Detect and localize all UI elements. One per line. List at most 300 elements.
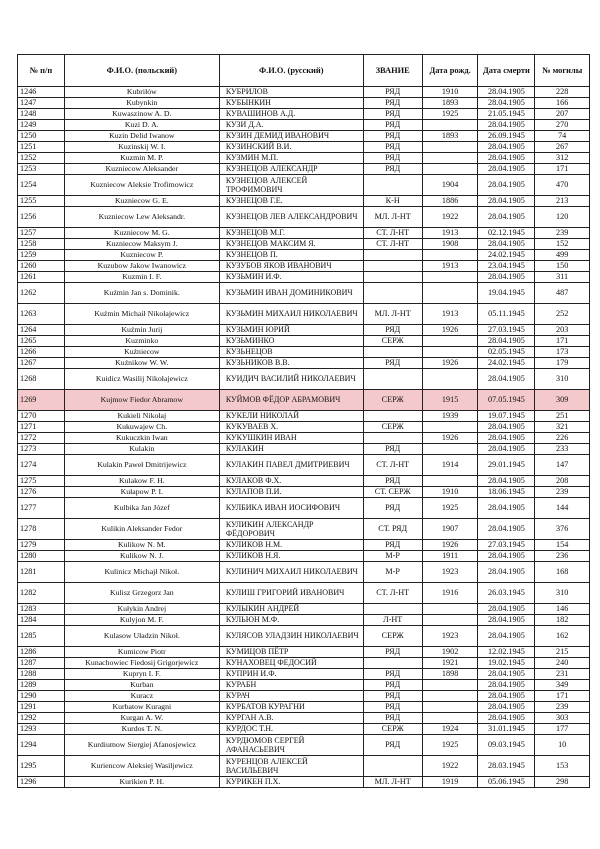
birth-year-cell: 1924 (422, 724, 478, 735)
name-russian-cell: КУБРИЛОВ (219, 87, 363, 98)
header-rank: ЗВАНИЕ (363, 55, 422, 87)
name-polish-cell: Kuzniecow Maksym J. (64, 239, 219, 250)
name-polish-cell: Kuzniecow Lew Aleksandr. (64, 207, 219, 228)
death-date-cell: 07.05.1945 (478, 390, 535, 411)
table-row (18, 756, 590, 777)
rank-cell (363, 369, 422, 390)
birth-year-cell: 1939 (422, 411, 478, 422)
name-russian-cell: КУРГАН А.В. (219, 713, 363, 724)
death-date-cell: 21.05.1945 (478, 109, 535, 120)
grave-number-cell: 252 (535, 304, 590, 325)
birth-year-cell (422, 142, 478, 153)
birth-year-cell: 1925 (422, 109, 478, 120)
death-date-cell: 28.04.1905 (478, 272, 535, 283)
birth-year-cell: 1907 (422, 519, 478, 540)
death-date-cell: 28.04.1905 (478, 680, 535, 691)
name-russian-cell: КУЗИН ДЕМИД ИВАНОВИЧ (219, 131, 363, 142)
rank-cell (363, 261, 422, 272)
row-number-cell: 1279 (18, 540, 65, 551)
grave-number-cell: 310 (535, 369, 590, 390)
row-number-cell: 1287 (18, 658, 65, 669)
name-polish-cell: Kulakow F. H. (64, 476, 219, 487)
rank-cell: МЛ. Л-НТ (363, 777, 422, 788)
row-number-cell: 1292 (18, 713, 65, 724)
birth-year-cell: 1913 (422, 261, 478, 272)
rank-cell: СЕРЖ (363, 422, 422, 433)
name-polish-cell: Kuzin Delid Iwanow (64, 131, 219, 142)
grave-number-cell: 228 (535, 87, 590, 98)
rank-cell: СТ. РЯД (363, 519, 422, 540)
name-russian-cell: КУЛЯСОВ УЛАДЗИН НИКОЛАЕВИЧ (219, 626, 363, 647)
death-date-cell: 28.04.1905 (478, 239, 535, 250)
row-number-cell: 1296 (18, 777, 65, 788)
name-polish-cell: Kulikow N. M. (64, 540, 219, 551)
rank-cell (363, 658, 422, 669)
row-number-cell: 1284 (18, 615, 65, 626)
birth-year-cell: 1902 (422, 647, 478, 658)
name-russian-cell: КУВАШИНОВ А.Д. (219, 109, 363, 120)
birth-year-cell: 1923 (422, 562, 478, 583)
birth-year-cell (422, 702, 478, 713)
name-russian-cell: КУРАЧ (219, 691, 363, 702)
name-polish-cell: Kulikow N. J. (64, 551, 219, 562)
name-russian-cell: КУЗЬМИН МИХАИЛ НИКОЛАЕВИЧ (219, 304, 363, 325)
header-number: № п/п (18, 55, 65, 87)
name-polish-cell: Kukuczkin Iwan (64, 433, 219, 444)
rank-cell: СТ. СЕРЖ (363, 487, 422, 498)
name-polish-cell: Kuzmin I. F. (64, 272, 219, 283)
table-row (18, 562, 590, 583)
grave-number-cell: 303 (535, 713, 590, 724)
grave-number-cell: 267 (535, 142, 590, 153)
table-row (18, 347, 590, 358)
table-row (18, 142, 590, 153)
table-row (18, 583, 590, 604)
grave-number-cell: 177 (535, 724, 590, 735)
table-row (18, 551, 590, 562)
name-russian-cell: КУБЫНКИН (219, 98, 363, 109)
death-date-cell: 02.12.1945 (478, 228, 535, 239)
name-polish-cell: Kulakin Paweł Dmitrijewicz (64, 455, 219, 476)
name-russian-cell: КУИДИЧ ВАСИЛИЙ НИКОЛАЕВИЧ (219, 369, 363, 390)
row-number-cell: 1272 (18, 433, 65, 444)
rank-cell: РЯД (363, 153, 422, 164)
rank-cell: РЯД (363, 476, 422, 487)
name-polish-cell: Kurdos T. N. (64, 724, 219, 735)
row-number-cell: 1273 (18, 444, 65, 455)
death-date-cell: 19.07.1945 (478, 411, 535, 422)
rank-cell: СТ. Л-НТ (363, 455, 422, 476)
row-number-cell: 1278 (18, 519, 65, 540)
table-row (18, 261, 590, 272)
name-russian-cell: КУРАБН (219, 680, 363, 691)
birth-year-cell: 1926 (422, 325, 478, 336)
table-row (18, 724, 590, 735)
grave-number-cell: 154 (535, 540, 590, 551)
name-russian-cell: КУЛАКОВ Ф.Х. (219, 476, 363, 487)
table-row (18, 250, 590, 261)
name-polish-cell: Kunachowiec Fiedosij Grigorjewicz (64, 658, 219, 669)
birth-year-cell (422, 250, 478, 261)
name-polish-cell: Kuzniecow P. (64, 250, 219, 261)
table-row (18, 325, 590, 336)
table-row (18, 735, 590, 756)
table-row (18, 239, 590, 250)
row-number-cell: 1257 (18, 228, 65, 239)
row-number-cell: 1291 (18, 702, 65, 713)
row-number-cell: 1256 (18, 207, 65, 228)
birth-year-cell: 1911 (422, 551, 478, 562)
table-row (18, 691, 590, 702)
name-polish-cell: Kuźmin Michaił Nikołajewicz (64, 304, 219, 325)
grave-number-cell: 171 (535, 164, 590, 175)
death-date-cell: 28.04.1905 (478, 433, 535, 444)
birth-year-cell: 1926 (422, 433, 478, 444)
name-polish-cell: Kuriencow Aleksiej Wasiljewicz (64, 756, 219, 777)
rank-cell: СЕРЖ (363, 336, 422, 347)
table-row (18, 713, 590, 724)
row-number-cell: 1295 (18, 756, 65, 777)
grave-number-cell: 144 (535, 498, 590, 519)
table-row (18, 669, 590, 680)
name-russian-cell: КУКУВАЕВ Х. (219, 422, 363, 433)
table-row (18, 777, 590, 788)
birth-year-cell: 1886 (422, 196, 478, 207)
death-date-cell: 18.06.1945 (478, 487, 535, 498)
name-russian-cell: КУЛИШ ГРИГОРИЙ ИВАНОВИЧ (219, 583, 363, 604)
table-row (18, 109, 590, 120)
birth-year-cell (422, 120, 478, 131)
name-russian-cell: КУЛИНИЧ МИХАИЛ НИКОЛАЕВИЧ (219, 562, 363, 583)
rank-cell (363, 411, 422, 422)
table-row (18, 647, 590, 658)
row-number-cell: 1271 (18, 422, 65, 433)
grave-number-cell: 298 (535, 777, 590, 788)
name-polish-cell: Kurgan A. W. (64, 713, 219, 724)
table-body (18, 87, 590, 788)
name-russian-cell: КУЙМОВ ФЁДОР АБРАМОВИЧ (219, 390, 363, 411)
death-date-cell: 28.04.1905 (478, 626, 535, 647)
name-russian-cell: КУЛИКИН АЛЕКСАНДР ФЁДОРОВИЧ (219, 519, 363, 540)
death-date-cell: 19.02.1945 (478, 658, 535, 669)
table-row (18, 658, 590, 669)
birth-year-cell: 1919 (422, 777, 478, 788)
row-number-cell: 1283 (18, 604, 65, 615)
death-date-cell: 28.04.1905 (478, 196, 535, 207)
rank-cell: РЯД (363, 669, 422, 680)
death-date-cell: 28.04.1905 (478, 207, 535, 228)
name-polish-cell: Kuźmin Jan s. Dominik. (64, 283, 219, 304)
birth-year-cell: 1893 (422, 98, 478, 109)
death-date-cell: 28.04.1905 (478, 120, 535, 131)
death-date-cell: 26.03.1945 (478, 583, 535, 604)
rank-cell: СЕРЖ (363, 724, 422, 735)
rank-cell: РЯД (363, 540, 422, 551)
birth-year-cell: 1914 (422, 455, 478, 476)
grave-number-cell: 147 (535, 455, 590, 476)
table-row (18, 336, 590, 347)
grave-number-cell: 120 (535, 207, 590, 228)
grave-number-cell: 207 (535, 109, 590, 120)
grave-number-cell: 487 (535, 283, 590, 304)
grave-number-cell: 309 (535, 390, 590, 411)
name-russian-cell: КУЛАКИН (219, 444, 363, 455)
death-date-cell: 28.03.1945 (478, 756, 535, 777)
grave-number-cell: 239 (535, 228, 590, 239)
table-row (18, 369, 590, 390)
grave-number-cell: 240 (535, 658, 590, 669)
table-row (18, 196, 590, 207)
name-polish-cell: Kubriłów (64, 87, 219, 98)
birth-year-cell (422, 444, 478, 455)
name-polish-cell: Kuzi D. A. (64, 120, 219, 131)
grave-number-cell: 10 (535, 735, 590, 756)
grave-number-cell: 182 (535, 615, 590, 626)
name-russian-cell: КУЗНЕЦОВ ЛЕВ АЛЕКСАНДРОВИЧ (219, 207, 363, 228)
grave-number-cell: 251 (535, 411, 590, 422)
table-row (18, 444, 590, 455)
death-date-cell: 26.09.1945 (478, 131, 535, 142)
row-number-cell: 1260 (18, 261, 65, 272)
rank-cell: РЯД (363, 713, 422, 724)
grave-number-cell: 203 (535, 325, 590, 336)
table-row (18, 153, 590, 164)
grave-number-cell: 470 (535, 175, 590, 196)
rank-cell: М-Р (363, 551, 422, 562)
table-row (18, 519, 590, 540)
birth-year-cell: 1910 (422, 87, 478, 98)
name-russian-cell: КУЗЬМИН ИВАН ДОМИНИКОВИЧ (219, 283, 363, 304)
death-date-cell: 24.02.1945 (478, 250, 535, 261)
death-date-cell: 12.02.1945 (478, 647, 535, 658)
birth-year-cell (422, 347, 478, 358)
grave-number-cell: 499 (535, 250, 590, 261)
rank-cell: РЯД (363, 87, 422, 98)
birth-year-cell: 1913 (422, 304, 478, 325)
name-polish-cell: Kulakin (64, 444, 219, 455)
table-row (18, 680, 590, 691)
death-date-cell: 02.05.1945 (478, 347, 535, 358)
grave-number-cell: 74 (535, 131, 590, 142)
name-russian-cell: КУКЕЛИ НИКОЛАЙ (219, 411, 363, 422)
rank-cell: РЯД (363, 164, 422, 175)
row-number-cell: 1270 (18, 411, 65, 422)
table-row (18, 120, 590, 131)
row-number-cell: 1263 (18, 304, 65, 325)
birth-year-cell: 1916 (422, 583, 478, 604)
death-date-cell: 28.04.1905 (478, 153, 535, 164)
table-row (18, 411, 590, 422)
birth-year-cell (422, 164, 478, 175)
rank-cell: РЯД (363, 131, 422, 142)
table-row (18, 626, 590, 647)
death-date-cell: 28.04.1905 (478, 669, 535, 680)
table-row (18, 228, 590, 239)
name-russian-cell: КУЗЬНЕЦОВ (219, 347, 363, 358)
row-number-cell: 1289 (18, 680, 65, 691)
table-row (18, 175, 590, 196)
name-polish-cell: Kukieli Nikołaj (64, 411, 219, 422)
death-date-cell: 28.04.1905 (478, 98, 535, 109)
rank-cell (363, 756, 422, 777)
table-row (18, 98, 590, 109)
name-russian-cell: КУРДОС Т.Н. (219, 724, 363, 735)
death-date-cell: 28.04.1905 (478, 444, 535, 455)
row-number-cell: 1277 (18, 498, 65, 519)
death-date-cell: 28.04.1905 (478, 713, 535, 724)
burial-register-sheet (17, 54, 590, 788)
table-row (18, 283, 590, 304)
birth-year-cell: 1893 (422, 131, 478, 142)
name-polish-cell: Kulbika Jan Józef (64, 498, 219, 519)
death-date-cell: 27.03.1945 (478, 540, 535, 551)
death-date-cell: 28.04.1905 (478, 336, 535, 347)
name-russian-cell: КУЛЬЮН М.Ф. (219, 615, 363, 626)
name-polish-cell: Kuzniecow M. G. (64, 228, 219, 239)
rank-cell: РЯД (363, 702, 422, 713)
row-number-cell: 1251 (18, 142, 65, 153)
death-date-cell: 28.04.1905 (478, 551, 535, 562)
row-number-cell: 1281 (18, 562, 65, 583)
grave-number-cell: 166 (535, 98, 590, 109)
birth-year-cell (422, 336, 478, 347)
birth-year-cell: 1913 (422, 228, 478, 239)
rank-cell: РЯД (363, 98, 422, 109)
name-polish-cell: Kurdiumow Siergiej Afanosjewicz (64, 735, 219, 756)
name-polish-cell: Kujmow Fiedor Abramow (64, 390, 219, 411)
row-number-cell: 1267 (18, 358, 65, 369)
birth-year-cell (422, 615, 478, 626)
rank-cell: СТ. Л-НТ (363, 239, 422, 250)
name-polish-cell: Kurbatow Kuragni (64, 702, 219, 713)
name-polish-cell: Kukuwajew Ch. (64, 422, 219, 433)
grave-number-cell: 208 (535, 476, 590, 487)
birth-year-cell (422, 680, 478, 691)
table-row (18, 207, 590, 228)
rank-cell (363, 250, 422, 261)
grave-number-cell: 171 (535, 691, 590, 702)
name-russian-cell: КУМИЦОВ ПЁТР (219, 647, 363, 658)
table-row (18, 702, 590, 713)
death-date-cell: 05.06.1945 (478, 777, 535, 788)
grave-number-cell: 171 (535, 336, 590, 347)
grave-number-cell: 239 (535, 487, 590, 498)
rank-cell (363, 175, 422, 196)
grave-number-cell: 152 (535, 239, 590, 250)
table-row (18, 272, 590, 283)
name-russian-cell: КУЗИНСКИЙ В.И. (219, 142, 363, 153)
row-number-cell: 1293 (18, 724, 65, 735)
rank-cell: СТ. Л-НТ (363, 583, 422, 604)
death-date-cell: 31.01.1945 (478, 724, 535, 735)
name-russian-cell: КУРЕНЦОВ АЛЕКСЕЙ ВАСИЛЬЕВИЧ (219, 756, 363, 777)
name-russian-cell: КУЗЬМИН И.Ф. (219, 272, 363, 283)
death-date-cell: 28.04.1905 (478, 164, 535, 175)
rank-cell (363, 347, 422, 358)
rank-cell: МЛ. Л-НТ (363, 304, 422, 325)
death-date-cell: 28.04.1905 (478, 422, 535, 433)
birth-year-cell: 1910 (422, 487, 478, 498)
rank-cell: СТ. Л-НТ (363, 228, 422, 239)
row-number-cell: 1288 (18, 669, 65, 680)
name-russian-cell: КУЛИКОВ Н.М. (219, 540, 363, 551)
birth-year-cell (422, 691, 478, 702)
birth-year-cell: 1904 (422, 175, 478, 196)
grave-number-cell: 270 (535, 120, 590, 131)
name-russian-cell: КУЗЬНИКОВ В.В. (219, 358, 363, 369)
rank-cell: СЕРЖ (363, 626, 422, 647)
grave-number-cell: 226 (535, 433, 590, 444)
rank-cell (363, 283, 422, 304)
name-russian-cell: КУРИКЕН П.Х. (219, 777, 363, 788)
death-date-cell: 28.04.1905 (478, 562, 535, 583)
name-russian-cell: КУЗИ Д.А. (219, 120, 363, 131)
rank-cell: М-Р (363, 562, 422, 583)
name-polish-cell: Kuzniecow Aleksie Trofimowicz (64, 175, 219, 196)
name-polish-cell: Kurikien P. H. (64, 777, 219, 788)
rank-cell: РЯД (363, 498, 422, 519)
birth-year-cell: 1925 (422, 498, 478, 519)
name-polish-cell: Kupryn I. F. (64, 669, 219, 680)
rank-cell (363, 433, 422, 444)
table-row (18, 433, 590, 444)
name-polish-cell: Kubynkin (64, 98, 219, 109)
row-number-cell: 1248 (18, 109, 65, 120)
name-polish-cell: Kurban (64, 680, 219, 691)
name-russian-cell: КУРБАТОВ КУРАГНИ (219, 702, 363, 713)
table-header-row (18, 55, 590, 87)
grave-number-cell: 168 (535, 562, 590, 583)
grave-number-cell: 213 (535, 196, 590, 207)
row-number-cell: 1253 (18, 164, 65, 175)
table-row (18, 540, 590, 551)
grave-number-cell: 173 (535, 347, 590, 358)
birth-year-cell: 1923 (422, 626, 478, 647)
death-date-cell: 23.04.1945 (478, 261, 535, 272)
table-row (18, 498, 590, 519)
grave-number-cell: 321 (535, 422, 590, 433)
name-polish-cell: Kuwaszinow A. D. (64, 109, 219, 120)
row-number-cell: 1262 (18, 283, 65, 304)
name-polish-cell: Kuzminko (64, 336, 219, 347)
name-russian-cell: КУЗНЕЦОВ АЛЕКСЕЙ ТРОФИМОВИЧ (219, 175, 363, 196)
row-number-cell: 1275 (18, 476, 65, 487)
birth-year-cell: 1926 (422, 540, 478, 551)
table-row (18, 476, 590, 487)
death-date-cell: 28.04.1905 (478, 87, 535, 98)
birth-year-cell: 1921 (422, 658, 478, 669)
grave-number-cell: 310 (535, 583, 590, 604)
header-name-russian: Ф.И.О. (русский) (219, 55, 363, 87)
name-polish-cell: Kuźniecow (64, 347, 219, 358)
grave-number-cell: 349 (535, 680, 590, 691)
name-polish-cell: Kuzubow Jakow Iwanowicz (64, 261, 219, 272)
table-row (18, 358, 590, 369)
rank-cell: РЯД (363, 325, 422, 336)
birth-year-cell: 1922 (422, 207, 478, 228)
name-polish-cell: Kuidicz Wasilij Nikołajewicz (64, 369, 219, 390)
rank-cell: Л-НТ (363, 615, 422, 626)
name-russian-cell: КУЛБИКА ИВАН ИОСИФОВИЧ (219, 498, 363, 519)
row-number-cell: 1249 (18, 120, 65, 131)
name-polish-cell: Kułykin Andrej (64, 604, 219, 615)
grave-number-cell: 179 (535, 358, 590, 369)
name-russian-cell: КУЗНЕЦОВ АЛЕКСАНДР (219, 164, 363, 175)
birth-year-cell (422, 422, 478, 433)
row-number-cell: 1268 (18, 369, 65, 390)
header-name-polish: Ф.И.О. (польский) (64, 55, 219, 87)
name-russian-cell: КУЗНЕЦОВ МАКСИМ Я. (219, 239, 363, 250)
